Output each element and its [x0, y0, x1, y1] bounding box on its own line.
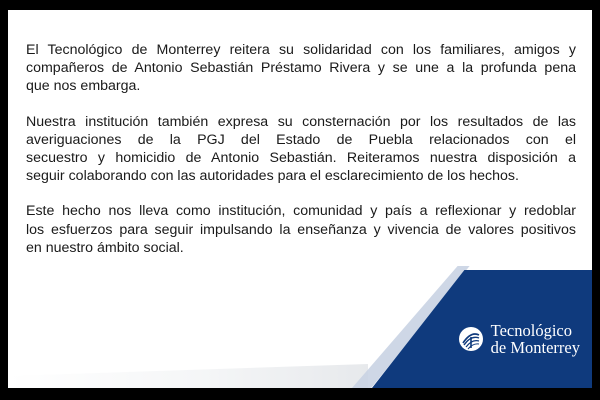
statement-card — [8, 10, 592, 388]
tec-seal-icon — [458, 326, 484, 352]
paragraph-consternation — [26, 113, 576, 186]
text-line: Nuestra institución también expresa su consternación por los resultados de las — [26, 113, 576, 130]
tec-logo — [458, 322, 580, 356]
text-line: los esfuerzos para seguir impulsando la enseñanza y vivencia de valores positivos — [26, 221, 576, 238]
text-line: compañeros de Antonio Sebastián Préstamo Rivera y se une a la profunda pena — [26, 60, 576, 77]
logo-line-1: Tecnológico — [490, 321, 572, 340]
tec-wordmark — [491, 322, 580, 356]
logo-line-2: de Monterrey — [490, 338, 580, 357]
text-line: que nos embarga. — [26, 78, 141, 95]
text-line: El Tecnológico de Monterrey reitera su solidaridad con los familiares, amigos y — [26, 42, 576, 58]
text-line: Este hecho nos lleva como institución, comunidad y país a reflexionar y redoblar — [26, 203, 576, 220]
statement-body — [26, 41, 576, 257]
decorative-shadow — [8, 348, 368, 388]
text-line: en nuestro ámbito social. — [26, 239, 184, 256]
text-line: secuestro y homicidio de Antonio Sebastián. Reiteramos nuestra disposición a — [26, 150, 576, 167]
paragraph-solidarity — [26, 41, 576, 96]
text-line: averiguaciones de la PGJ del Estado de Puebla relacionados con el — [26, 131, 576, 148]
text-line: seguir colaborando con las autoridades para el esclarecimiento de los hechos. — [26, 168, 519, 185]
paragraph-reflection — [26, 202, 576, 257]
